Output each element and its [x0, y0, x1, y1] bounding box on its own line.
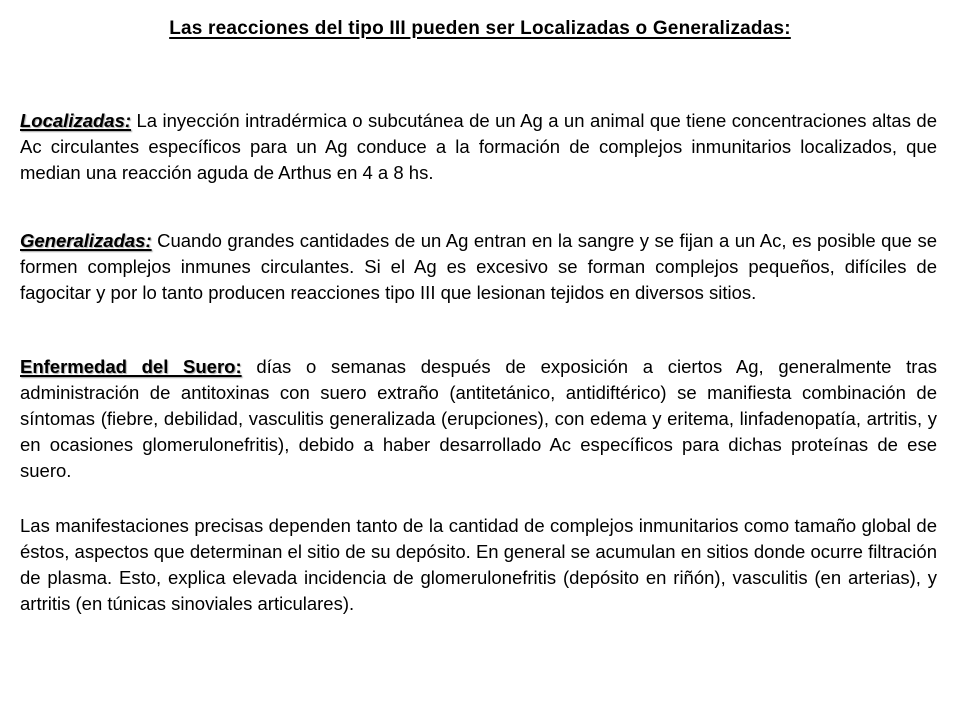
text-enfermedad-del-suero: días o semanas después de exposición a ciertos Ag, generalmente tras administración de antitoxinas con suero extraño (antitetánico, antidiftérico) se manifiesta combinación de síntomas (fiebre, debilidad, vasculitis generalizada (erupciones), con edema y eritema, linfadenopatía, artritis, y en ocasiones glomerulonefritis), debido a haber desarrollado Ac específicos para dichas proteínas de ese suero. — [20, 356, 937, 481]
text-localizadas: La inyección intradérmica o subcutánea de un Ag a un animal que tiene concentraciones altas de Ac circulantes específicos para un Ag conduce a la formación de complejos inmunitarios localizados, que median una reacción aguda de Arthus en 4 a 8 hs. — [20, 110, 937, 183]
paragraph-generalizadas — [20, 228, 937, 306]
text-manifestaciones: Las manifestaciones precisas dependen tanto de la cantidad de complejos inmunitarios como tamaño global de éstos, aspectos que determinan el sitio de su depósito. En general se acumulan en sitios donde ocurre filtración de plasma. Esto, explica elevada incidencia de glomerulonefritis (depósito en riñón), vasculitis (en arterias), y artritis (en túnicas sinoviales articulares). — [20, 515, 937, 614]
text-generalizadas: Cuando grandes cantidades de un Ag entran en la sangre y se fijan a un Ac, es posible que se formen complejos inmunes circulantes. Si el Ag es excesivo se forman complejos pequeños, difíciles de fagocitar y por lo tanto producen reacciones tipo III que lesionan tejidos en diversos sitios. — [20, 230, 937, 303]
label-generalizadas: Generalizadas: — [20, 230, 152, 251]
paragraph-localizadas — [20, 108, 937, 186]
paragraph-enfermedad-del-suero — [20, 354, 937, 484]
paragraph-manifestaciones — [20, 513, 937, 617]
label-localizadas: Localizadas: — [20, 110, 132, 131]
label-enfermedad-del-suero: Enfermedad del Suero: — [20, 356, 242, 377]
slide-title: Las reacciones del tipo III pueden ser Localizadas o Generalizadas: — [169, 18, 791, 39]
